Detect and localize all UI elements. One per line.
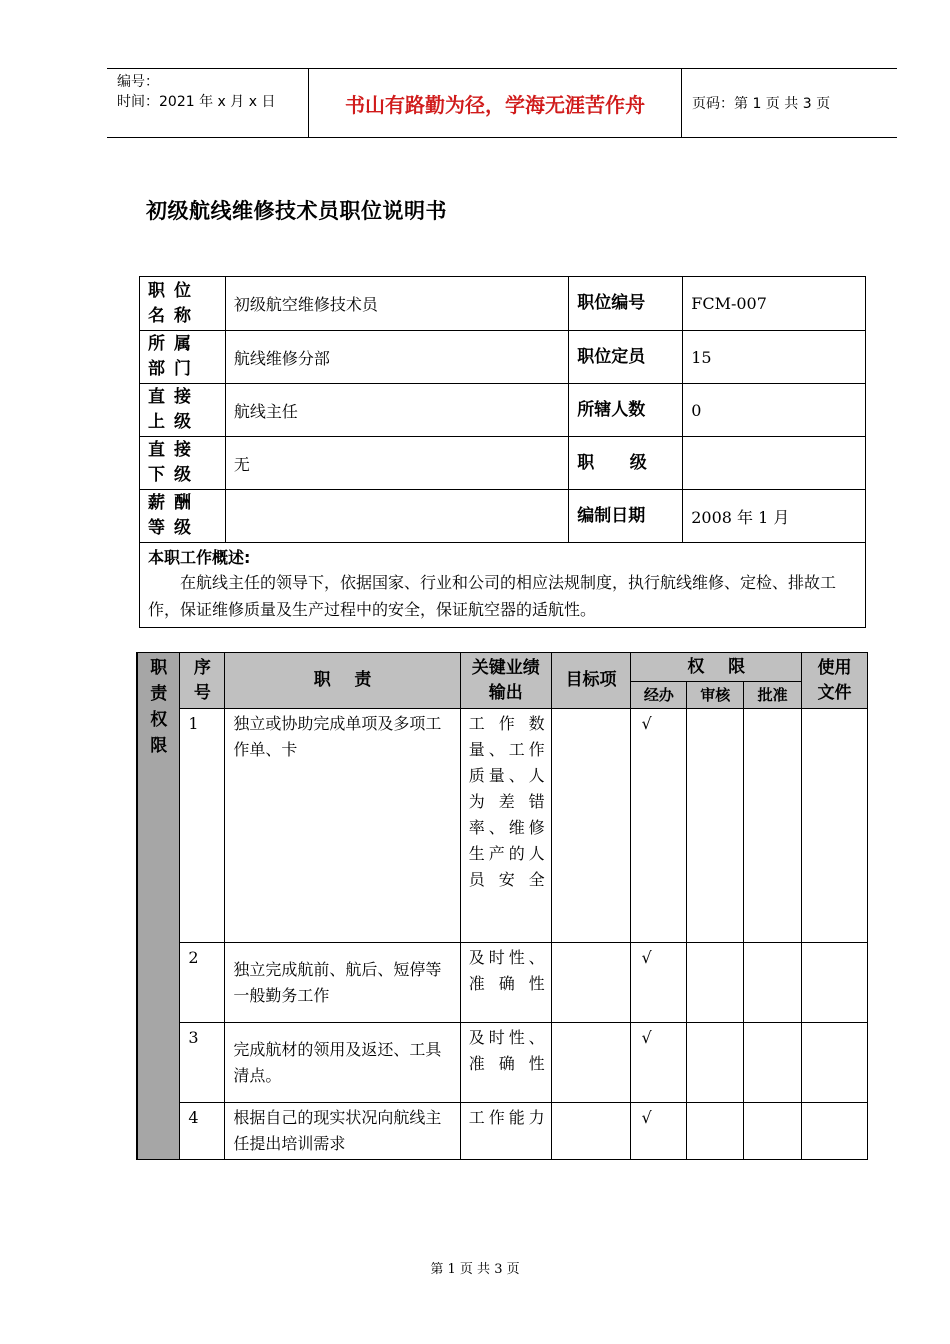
- row-number: 3: [180, 1023, 225, 1103]
- position-info-table: [139, 276, 866, 628]
- row-duty: 根据自己的现实状况向航线主任提出培训需求: [225, 1103, 460, 1160]
- row-number: 2: [180, 943, 225, 1023]
- summary-text: 在航线主任的领导下，依据国家、行业和公司的相应法规制度，执行航线维修、定检、排故工作，保证维修质量及生产过程中的安全，保证航空器的适航性。: [148, 573, 837, 619]
- row-docs: [802, 1023, 868, 1103]
- info-value: [225, 490, 568, 543]
- info-value: [683, 437, 866, 490]
- info-label: 直接上级: [140, 384, 226, 437]
- info-value: FCM-007: [683, 277, 866, 331]
- info-label: 直接下级: [140, 437, 226, 490]
- job-summary: [140, 543, 866, 628]
- info-row: [140, 490, 866, 543]
- info-value: 航线维修分部: [225, 331, 568, 384]
- row-handle-check: √: [631, 943, 687, 1023]
- row-kpi: 及时性、准确性: [460, 943, 551, 1023]
- row-number: 1: [180, 709, 225, 943]
- page-indicator: 页码：第 1 页 共 3 页: [692, 96, 831, 112]
- col-seq: 序号: [180, 653, 225, 709]
- motto: 书山有路勤为径，学海无涯苦作舟: [308, 69, 682, 137]
- time-label: 时间：2021 年 x 月 x 日: [117, 94, 276, 110]
- col-authority: 权 限: [631, 653, 802, 682]
- side-label-cell: [137, 653, 180, 1160]
- header-meta: [107, 69, 307, 137]
- col-docs: 使用文件: [802, 653, 868, 709]
- row-duty: 完成航材的领用及返还、工具清点。: [225, 1023, 460, 1103]
- info-value: 无: [225, 437, 568, 490]
- info-label: 职位编号: [569, 277, 683, 331]
- info-row: [140, 331, 866, 384]
- info-row: [140, 437, 866, 490]
- info-label: 薪酬等级: [140, 490, 226, 543]
- header-row: [137, 653, 868, 682]
- info-value: 15: [683, 331, 866, 384]
- row-handle-check: √: [631, 709, 687, 943]
- row-handle-check: √: [631, 1023, 687, 1103]
- summary-title: 本职工作概述:: [148, 548, 251, 567]
- row-docs: [802, 943, 868, 1023]
- document-title: 初级航线维修技术员职位说明书: [146, 199, 447, 223]
- col-approve: 批准: [744, 682, 802, 709]
- info-label: 职 级: [569, 437, 683, 490]
- row-approve: [744, 1023, 802, 1103]
- row-approve: [744, 1103, 802, 1160]
- info-label: 所辖人数: [569, 384, 683, 437]
- document-header: [107, 68, 897, 138]
- page-footer: 第 1 页 共 3 页: [430, 1262, 520, 1277]
- row-duty: 独立或协助完成单项及多项工作单、卡: [225, 709, 460, 943]
- row-review: [687, 709, 744, 943]
- row-kpi: 及时性、准确性: [460, 1023, 551, 1103]
- row-duty: 独立完成航前、航后、短停等一般勤务工作: [225, 943, 460, 1023]
- col-duty: 职 责: [225, 653, 460, 709]
- info-row: [140, 277, 866, 331]
- info-label: 职位名称: [140, 277, 226, 331]
- row-kpi: 工作数量、工作质量、人为差错率、维修生产的人员安全: [460, 709, 551, 943]
- row-review: [687, 1103, 744, 1160]
- row-review: [687, 943, 744, 1023]
- row-target: [551, 1103, 631, 1160]
- row-kpi: 工作能力: [460, 1103, 551, 1160]
- info-value: 0: [683, 384, 866, 437]
- col-kpi: 关键业绩输出: [460, 653, 551, 709]
- row-target: [551, 943, 631, 1023]
- row-docs: [802, 709, 868, 943]
- info-value: 初级航空维修技术员: [225, 277, 568, 331]
- info-label: 编制日期: [569, 490, 683, 543]
- col-handle: 经办: [631, 682, 687, 709]
- row-approve: [744, 709, 802, 943]
- row-review: [687, 1023, 744, 1103]
- info-row: [140, 384, 866, 437]
- row-target: [551, 709, 631, 943]
- row-number: 4: [180, 1103, 225, 1160]
- table-row: [137, 943, 868, 1023]
- number-label: 编号：: [117, 74, 159, 90]
- summary-row: [140, 543, 866, 628]
- col-target: 目标项: [551, 653, 631, 709]
- info-label: 职位定员: [569, 331, 683, 384]
- row-handle-check: √: [631, 1103, 687, 1160]
- info-value: 航线主任: [225, 384, 568, 437]
- row-docs: [802, 1103, 868, 1160]
- responsibility-table: [136, 652, 868, 1160]
- row-approve: [744, 943, 802, 1023]
- table-row: [137, 1103, 868, 1160]
- info-label: 所属部门: [140, 331, 226, 384]
- table-row: [137, 1023, 868, 1103]
- info-value: 2008 年 1 月: [683, 490, 866, 543]
- side-label: 职责权限: [150, 658, 168, 756]
- col-review: 审核: [687, 682, 744, 709]
- table-row: [137, 709, 868, 943]
- row-target: [551, 1023, 631, 1103]
